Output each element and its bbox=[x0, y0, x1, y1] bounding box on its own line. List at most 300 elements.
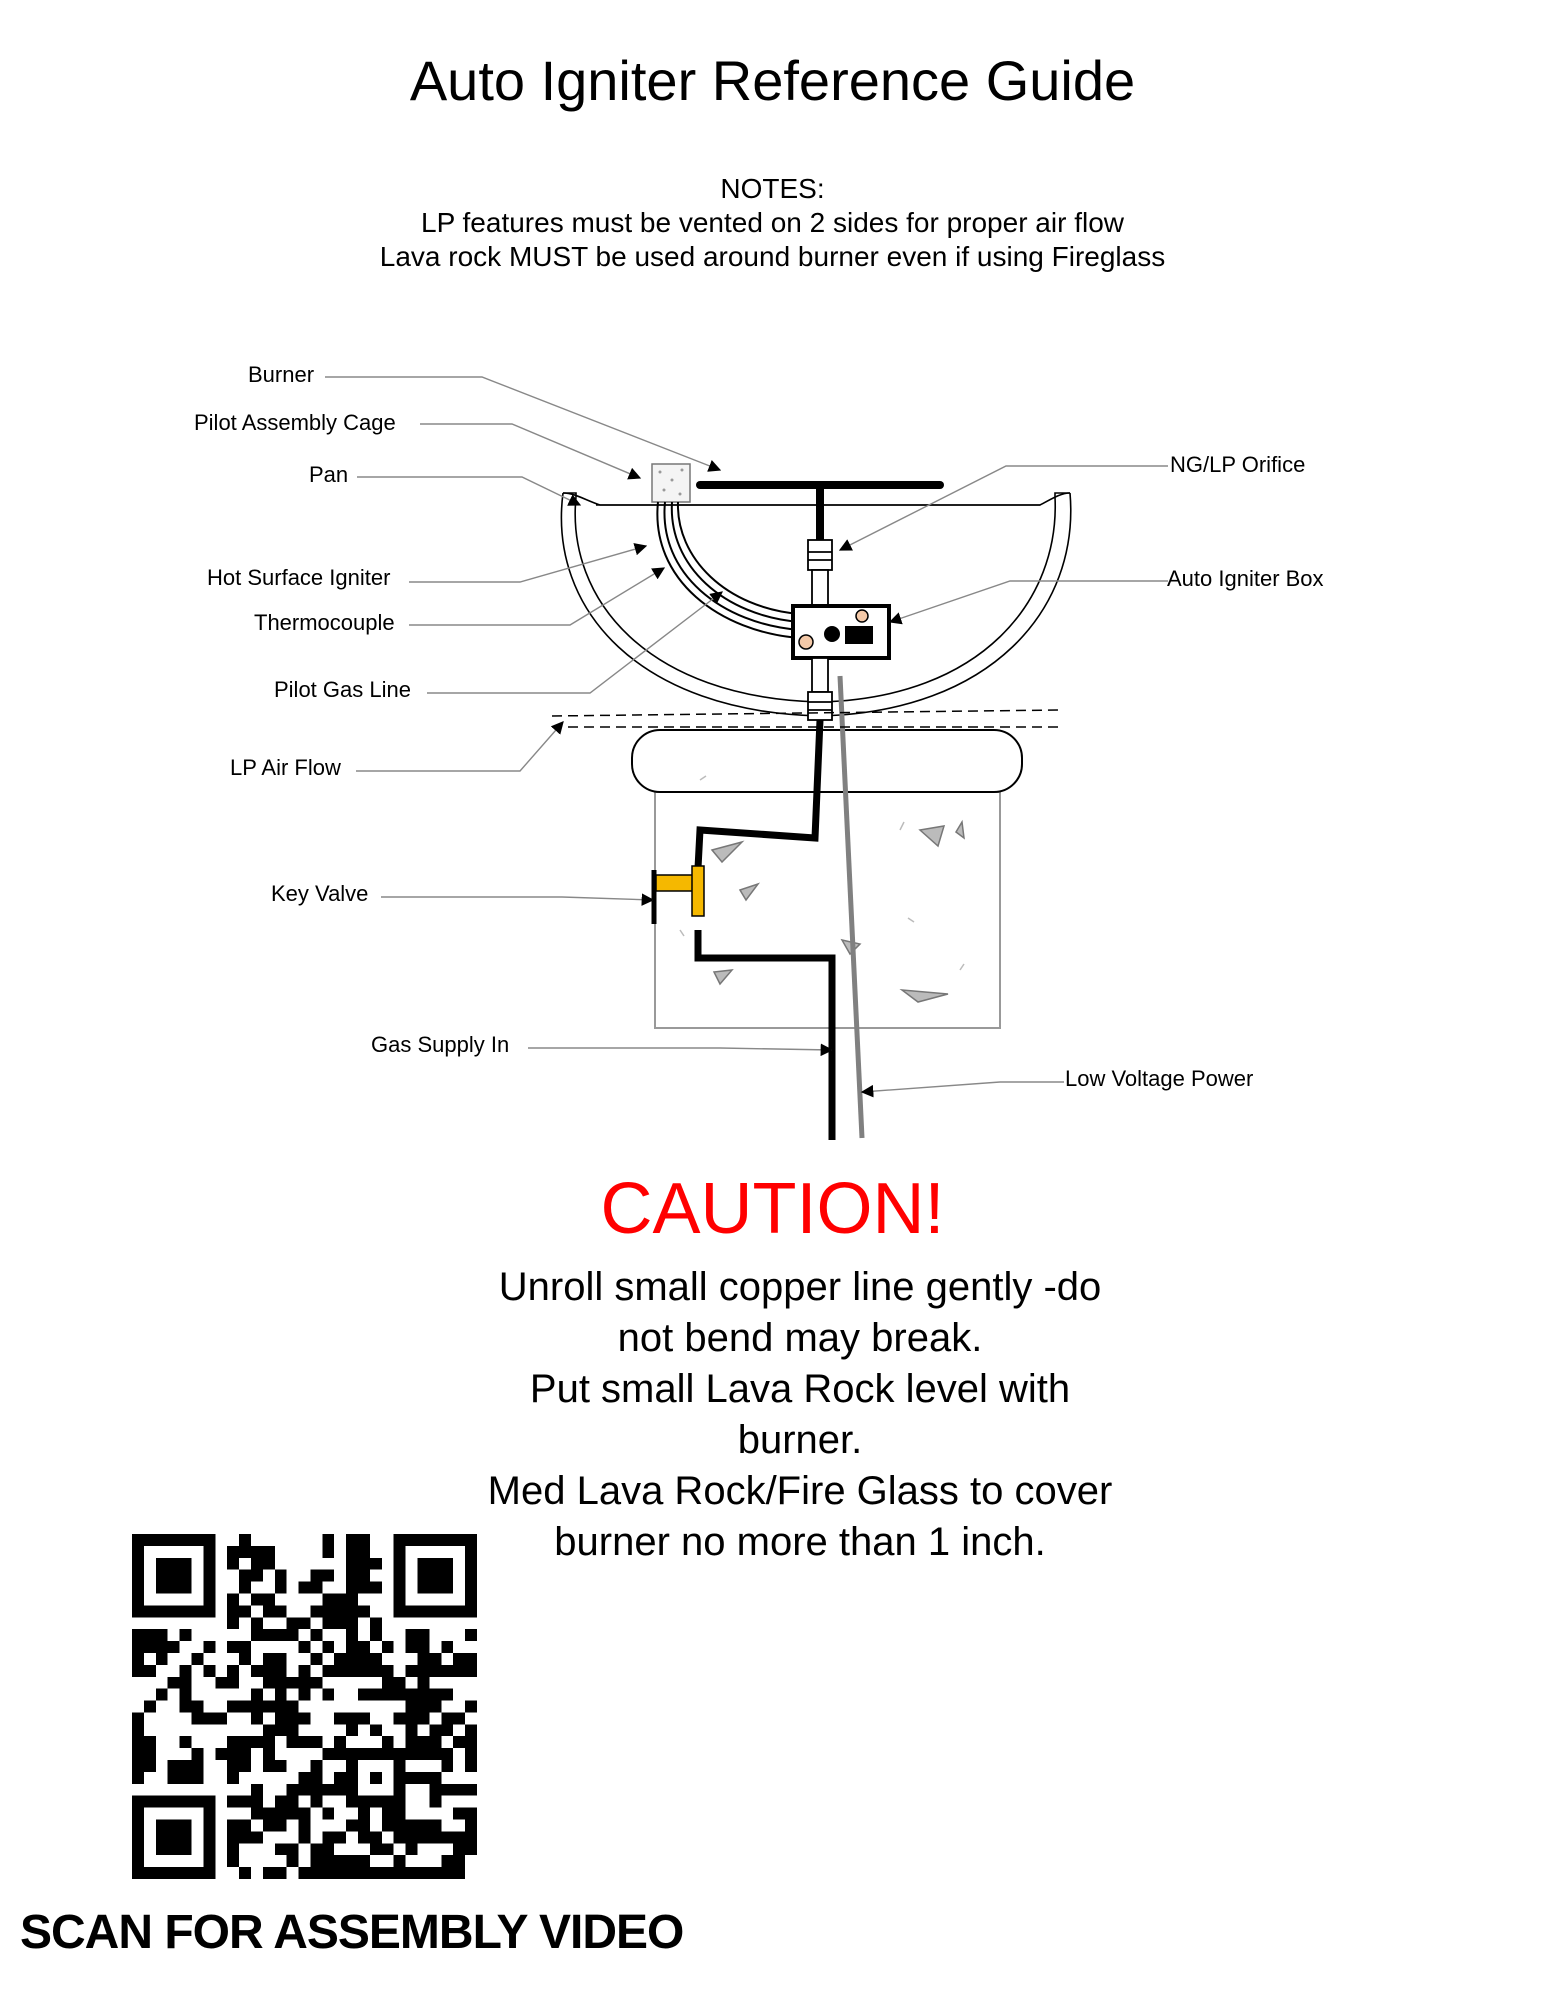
qr-module bbox=[251, 1712, 263, 1724]
qr-module bbox=[465, 1831, 477, 1843]
qr-module bbox=[370, 1843, 382, 1855]
qr-module bbox=[370, 1629, 382, 1641]
qr-module bbox=[358, 1796, 370, 1808]
qr-module bbox=[382, 1820, 394, 1832]
qr-module bbox=[429, 1689, 441, 1701]
qr-module bbox=[287, 1796, 299, 1808]
qr-module bbox=[227, 1736, 239, 1748]
qr-module bbox=[203, 1831, 215, 1843]
qr-module bbox=[382, 1867, 394, 1879]
qr-module bbox=[227, 1677, 239, 1689]
qr-module bbox=[465, 1701, 477, 1713]
qr-module bbox=[251, 1546, 263, 1558]
qr-module bbox=[358, 1831, 370, 1843]
qr-module bbox=[180, 1677, 192, 1689]
qr-module bbox=[263, 1629, 275, 1641]
qr-module bbox=[465, 1808, 477, 1820]
qr-module bbox=[168, 1843, 180, 1855]
qr-module bbox=[370, 1772, 382, 1784]
qr-module bbox=[132, 1748, 144, 1760]
qr-module bbox=[310, 1855, 322, 1867]
qr-module bbox=[251, 1784, 263, 1796]
qr-module bbox=[168, 1677, 180, 1689]
qr-module bbox=[346, 1772, 358, 1784]
qr-module bbox=[429, 1558, 441, 1570]
qr-module bbox=[406, 1831, 418, 1843]
qr-module bbox=[191, 1760, 203, 1772]
qr-module bbox=[322, 1593, 334, 1605]
qr-module bbox=[322, 1570, 334, 1582]
qr-module bbox=[287, 1855, 299, 1867]
qr-module bbox=[251, 1808, 263, 1820]
qr-module bbox=[394, 1605, 406, 1617]
qr-module bbox=[156, 1843, 168, 1855]
qr-module bbox=[251, 1558, 263, 1570]
qr-module bbox=[322, 1665, 334, 1677]
qr-module bbox=[394, 1808, 406, 1820]
qr-module bbox=[358, 1546, 370, 1558]
qr-module bbox=[203, 1582, 215, 1594]
qr-module bbox=[203, 1665, 215, 1677]
qr-module bbox=[465, 1570, 477, 1582]
qr-module bbox=[465, 1736, 477, 1748]
qr-module bbox=[215, 1677, 227, 1689]
qr-module bbox=[394, 1677, 406, 1689]
qr-module bbox=[239, 1736, 251, 1748]
qr-module bbox=[346, 1546, 358, 1558]
qr-module bbox=[299, 1677, 311, 1689]
qr-module bbox=[251, 1831, 263, 1843]
qr-module bbox=[322, 1617, 334, 1629]
qr-module bbox=[156, 1831, 168, 1843]
qr-module bbox=[251, 1629, 263, 1641]
qr-module bbox=[346, 1820, 358, 1832]
qr-module bbox=[132, 1582, 144, 1594]
qr-module bbox=[156, 1820, 168, 1832]
qr-module bbox=[227, 1605, 239, 1617]
qr-module bbox=[299, 1617, 311, 1629]
qr-module bbox=[441, 1605, 453, 1617]
qr-module bbox=[429, 1772, 441, 1784]
qr-module bbox=[358, 1558, 370, 1570]
qr-module bbox=[263, 1653, 275, 1665]
qr-module bbox=[465, 1582, 477, 1594]
qr-module bbox=[394, 1796, 406, 1808]
qr-module bbox=[465, 1653, 477, 1665]
qr-module bbox=[418, 1665, 430, 1677]
qr-module bbox=[239, 1605, 251, 1617]
qr-module bbox=[132, 1665, 144, 1677]
label-pilot-assembly-cage: Pilot Assembly Cage bbox=[194, 410, 396, 435]
qr-module bbox=[180, 1701, 192, 1713]
qr-module bbox=[299, 1867, 311, 1879]
qr-module bbox=[465, 1784, 477, 1796]
qr-module bbox=[465, 1820, 477, 1832]
qr-module bbox=[441, 1665, 453, 1677]
qr-module bbox=[310, 1605, 322, 1617]
qr-module bbox=[322, 1748, 334, 1760]
qr-module bbox=[358, 1712, 370, 1724]
qr-module bbox=[239, 1796, 251, 1808]
qr-module bbox=[132, 1831, 144, 1843]
qr-module bbox=[370, 1689, 382, 1701]
qr-module bbox=[394, 1712, 406, 1724]
caution-heading: CAUTION! bbox=[600, 1169, 945, 1249]
qr-module bbox=[358, 1605, 370, 1617]
qr-module bbox=[310, 1843, 322, 1855]
qr-module bbox=[310, 1653, 322, 1665]
qr-module bbox=[203, 1712, 215, 1724]
qr-module bbox=[275, 1712, 287, 1724]
qr-module bbox=[287, 1784, 299, 1796]
qr-module bbox=[322, 1784, 334, 1796]
qr-module bbox=[453, 1534, 465, 1546]
qr-module bbox=[441, 1570, 453, 1582]
caution-line: burner. bbox=[737, 1418, 863, 1462]
label-ng-lp-orifice: NG/LP Orifice bbox=[1170, 452, 1306, 477]
qr-module bbox=[263, 1605, 275, 1617]
qr-module bbox=[441, 1748, 453, 1760]
qr-module bbox=[203, 1820, 215, 1832]
qr-module bbox=[394, 1570, 406, 1582]
qr-module bbox=[156, 1558, 168, 1570]
qr-module bbox=[299, 1582, 311, 1594]
qr-module bbox=[453, 1605, 465, 1617]
qr-module bbox=[275, 1701, 287, 1713]
qr-module bbox=[132, 1772, 144, 1784]
qr-module bbox=[406, 1534, 418, 1546]
qr-module bbox=[358, 1820, 370, 1832]
qr-module bbox=[453, 1855, 465, 1867]
qr-module bbox=[287, 1629, 299, 1641]
auto-igniter-box bbox=[793, 606, 889, 658]
qr-module bbox=[394, 1534, 406, 1546]
qr-module bbox=[227, 1665, 239, 1677]
qr-module bbox=[310, 1796, 322, 1808]
qr-module bbox=[239, 1641, 251, 1653]
qr-module bbox=[156, 1570, 168, 1582]
qr-module bbox=[144, 1701, 156, 1713]
qr-module bbox=[346, 1582, 358, 1594]
qr-module bbox=[465, 1665, 477, 1677]
qr-module bbox=[263, 1867, 275, 1879]
qr-module bbox=[263, 1701, 275, 1713]
qr-module bbox=[310, 1629, 322, 1641]
qr-module bbox=[191, 1701, 203, 1713]
qr-module bbox=[382, 1689, 394, 1701]
qr-module bbox=[406, 1712, 418, 1724]
qr-module bbox=[275, 1677, 287, 1689]
qr-module bbox=[227, 1760, 239, 1772]
qr-module bbox=[263, 1748, 275, 1760]
qr-module bbox=[382, 1748, 394, 1760]
qr-module bbox=[406, 1689, 418, 1701]
qr-module bbox=[275, 1570, 287, 1582]
qr-module bbox=[394, 1855, 406, 1867]
qr-module bbox=[346, 1570, 358, 1582]
qr-module bbox=[382, 1665, 394, 1677]
qr-module bbox=[132, 1867, 144, 1879]
qr-module bbox=[275, 1796, 287, 1808]
qr-module bbox=[132, 1724, 144, 1736]
qr-module bbox=[418, 1712, 430, 1724]
qr-module bbox=[263, 1808, 275, 1820]
qr-module bbox=[429, 1820, 441, 1832]
qr-module bbox=[394, 1831, 406, 1843]
qr-module bbox=[465, 1546, 477, 1558]
qr-module bbox=[180, 1605, 192, 1617]
qr-module bbox=[346, 1605, 358, 1617]
qr-module bbox=[394, 1748, 406, 1760]
qr-module bbox=[180, 1558, 192, 1570]
qr-module bbox=[215, 1712, 227, 1724]
qr-module bbox=[334, 1855, 346, 1867]
qr-module bbox=[441, 1558, 453, 1570]
qr-module bbox=[299, 1820, 311, 1832]
qr-module bbox=[239, 1820, 251, 1832]
qr-module bbox=[203, 1855, 215, 1867]
qr-module bbox=[370, 1558, 382, 1570]
qr-module bbox=[429, 1736, 441, 1748]
pilot-assembly-cage bbox=[652, 464, 690, 502]
qr-module bbox=[418, 1653, 430, 1665]
qr-module bbox=[203, 1546, 215, 1558]
qr-module bbox=[358, 1570, 370, 1582]
qr-module bbox=[429, 1724, 441, 1736]
scan-caption: SCAN FOR ASSEMBLY VIDEO bbox=[20, 1906, 684, 1959]
qr-module bbox=[156, 1867, 168, 1879]
qr-module bbox=[346, 1653, 358, 1665]
qr-module bbox=[287, 1808, 299, 1820]
qr-module bbox=[203, 1605, 215, 1617]
qr-module bbox=[239, 1546, 251, 1558]
qr-module bbox=[334, 1748, 346, 1760]
qr-module bbox=[453, 1736, 465, 1748]
qr-module bbox=[370, 1582, 382, 1594]
qr-module bbox=[144, 1796, 156, 1808]
qr-module bbox=[239, 1701, 251, 1713]
qr-module bbox=[263, 1546, 275, 1558]
qr-module bbox=[287, 1712, 299, 1724]
qr-module bbox=[418, 1867, 430, 1879]
qr-module bbox=[132, 1736, 144, 1748]
qr-module bbox=[429, 1701, 441, 1713]
label-gas-supply-in: Gas Supply In bbox=[371, 1032, 510, 1057]
qr-module bbox=[180, 1570, 192, 1582]
qr-module bbox=[287, 1724, 299, 1736]
qr-module bbox=[299, 1736, 311, 1748]
qr-module bbox=[429, 1831, 441, 1843]
qr-module bbox=[132, 1855, 144, 1867]
gas-fitting bbox=[808, 658, 832, 720]
qr-module bbox=[203, 1843, 215, 1855]
qr-module bbox=[441, 1712, 453, 1724]
qr-module bbox=[310, 1760, 322, 1772]
qr-module bbox=[299, 1808, 311, 1820]
qr-module bbox=[358, 1534, 370, 1546]
qr-module bbox=[144, 1534, 156, 1546]
qr-module bbox=[465, 1629, 477, 1641]
qr-module bbox=[406, 1641, 418, 1653]
qr-module bbox=[453, 1665, 465, 1677]
qr-module bbox=[251, 1796, 263, 1808]
qr-module bbox=[382, 1796, 394, 1808]
qr-module bbox=[132, 1796, 144, 1808]
qr-module bbox=[441, 1534, 453, 1546]
qr-module bbox=[132, 1760, 144, 1772]
qr-module bbox=[429, 1570, 441, 1582]
qr-module bbox=[394, 1772, 406, 1784]
qr-module bbox=[406, 1605, 418, 1617]
qr-module bbox=[227, 1855, 239, 1867]
qr-module bbox=[394, 1820, 406, 1832]
qr-module bbox=[418, 1570, 430, 1582]
qr-module bbox=[180, 1867, 192, 1879]
qr-module bbox=[215, 1748, 227, 1760]
qr-module bbox=[263, 1736, 275, 1748]
qr-module bbox=[310, 1677, 322, 1689]
qr-module bbox=[168, 1605, 180, 1617]
qr-module bbox=[453, 1867, 465, 1879]
qr-module bbox=[132, 1820, 144, 1832]
qr-module bbox=[429, 1582, 441, 1594]
qr-module bbox=[465, 1593, 477, 1605]
qr-module bbox=[227, 1748, 239, 1760]
qr-module bbox=[429, 1867, 441, 1879]
qr-module bbox=[191, 1772, 203, 1784]
qr-module bbox=[180, 1689, 192, 1701]
qr-module bbox=[382, 1736, 394, 1748]
qr-module bbox=[275, 1820, 287, 1832]
qr-module bbox=[418, 1677, 430, 1689]
key-valve bbox=[654, 866, 704, 924]
qr-module bbox=[322, 1831, 334, 1843]
qr-module bbox=[168, 1867, 180, 1879]
qr-module bbox=[132, 1605, 144, 1617]
qr-module bbox=[334, 1593, 346, 1605]
qr-module bbox=[275, 1629, 287, 1641]
qr-module bbox=[299, 1665, 311, 1677]
qr-module bbox=[251, 1617, 263, 1629]
qr-module bbox=[406, 1665, 418, 1677]
qr-module bbox=[310, 1736, 322, 1748]
qr-module bbox=[418, 1772, 430, 1784]
qr-module bbox=[275, 1665, 287, 1677]
qr-module bbox=[429, 1796, 441, 1808]
qr-module bbox=[370, 1665, 382, 1677]
qr-module bbox=[144, 1605, 156, 1617]
qr-module bbox=[180, 1831, 192, 1843]
qr-module bbox=[251, 1689, 263, 1701]
qr-code-icon[interactable] bbox=[132, 1534, 477, 1879]
qr-module bbox=[251, 1665, 263, 1677]
qr-module bbox=[227, 1593, 239, 1605]
qr-module bbox=[334, 1867, 346, 1879]
qr-module bbox=[275, 1843, 287, 1855]
qr-module bbox=[453, 1808, 465, 1820]
caution-line: Unroll small copper line gently -do bbox=[498, 1265, 1102, 1309]
qr-module bbox=[406, 1724, 418, 1736]
qr-module bbox=[227, 1617, 239, 1629]
qr-module bbox=[203, 1641, 215, 1653]
qr-module bbox=[168, 1570, 180, 1582]
qr-module bbox=[453, 1831, 465, 1843]
qr-module bbox=[310, 1570, 322, 1582]
qr-module bbox=[453, 1712, 465, 1724]
qr-module bbox=[346, 1641, 358, 1653]
qr-module bbox=[239, 1831, 251, 1843]
qr-module bbox=[370, 1617, 382, 1629]
page-title: Auto Igniter Reference Guide bbox=[409, 49, 1136, 112]
qr-module bbox=[156, 1689, 168, 1701]
ng-lp-orifice bbox=[808, 540, 832, 608]
label-burner: Burner bbox=[248, 362, 315, 387]
qr-module bbox=[251, 1701, 263, 1713]
caution-line: Med Lava Rock/Fire Glass to cover bbox=[487, 1469, 1113, 1513]
label-thermocouple: Thermocouple bbox=[254, 610, 395, 635]
qr-module bbox=[191, 1748, 203, 1760]
qr-module bbox=[251, 1736, 263, 1748]
qr-module bbox=[346, 1629, 358, 1641]
qr-module bbox=[322, 1855, 334, 1867]
qr-module bbox=[144, 1736, 156, 1748]
label-auto-igniter-box: Auto Igniter Box bbox=[1167, 566, 1324, 591]
qr-module bbox=[382, 1843, 394, 1855]
qr-module bbox=[370, 1724, 382, 1736]
qr-module bbox=[334, 1831, 346, 1843]
qr-module bbox=[168, 1558, 180, 1570]
qr-module bbox=[168, 1820, 180, 1832]
qr-module bbox=[156, 1641, 168, 1653]
qr-module bbox=[418, 1736, 430, 1748]
qr-module bbox=[227, 1772, 239, 1784]
qr-module bbox=[334, 1653, 346, 1665]
qr-module bbox=[275, 1605, 287, 1617]
qr-module bbox=[441, 1784, 453, 1796]
notes-line: Lava rock MUST be used around burner even if using Fireglass bbox=[379, 241, 1166, 272]
qr-module bbox=[418, 1605, 430, 1617]
label-low-voltage-power: Low Voltage Power bbox=[1065, 1066, 1254, 1091]
qr-module bbox=[358, 1653, 370, 1665]
qr-module bbox=[180, 1534, 192, 1546]
qr-module bbox=[156, 1629, 168, 1641]
qr-module bbox=[370, 1796, 382, 1808]
qr-module bbox=[465, 1748, 477, 1760]
qr-module bbox=[132, 1653, 144, 1665]
notes-heading: NOTES: bbox=[720, 173, 825, 204]
qr-module bbox=[156, 1605, 168, 1617]
qr-module bbox=[168, 1772, 180, 1784]
qr-module bbox=[322, 1843, 334, 1855]
qr-module bbox=[287, 1701, 299, 1713]
qr-module bbox=[227, 1796, 239, 1808]
qr-module bbox=[465, 1605, 477, 1617]
qr-module bbox=[358, 1808, 370, 1820]
qr-module bbox=[453, 1784, 465, 1796]
qr-module bbox=[406, 1736, 418, 1748]
qr-module bbox=[334, 1605, 346, 1617]
caution-line: Put small Lava Rock level with bbox=[529, 1367, 1071, 1411]
qr-module bbox=[263, 1593, 275, 1605]
caution-text bbox=[470, 1262, 1130, 1568]
caution-line: burner no more than 1 inch. bbox=[554, 1520, 1046, 1564]
qr-module bbox=[346, 1748, 358, 1760]
qr-module bbox=[263, 1724, 275, 1736]
qr-module bbox=[180, 1760, 192, 1772]
qr-module bbox=[132, 1641, 144, 1653]
qr-module bbox=[429, 1605, 441, 1617]
qr-module bbox=[406, 1701, 418, 1713]
